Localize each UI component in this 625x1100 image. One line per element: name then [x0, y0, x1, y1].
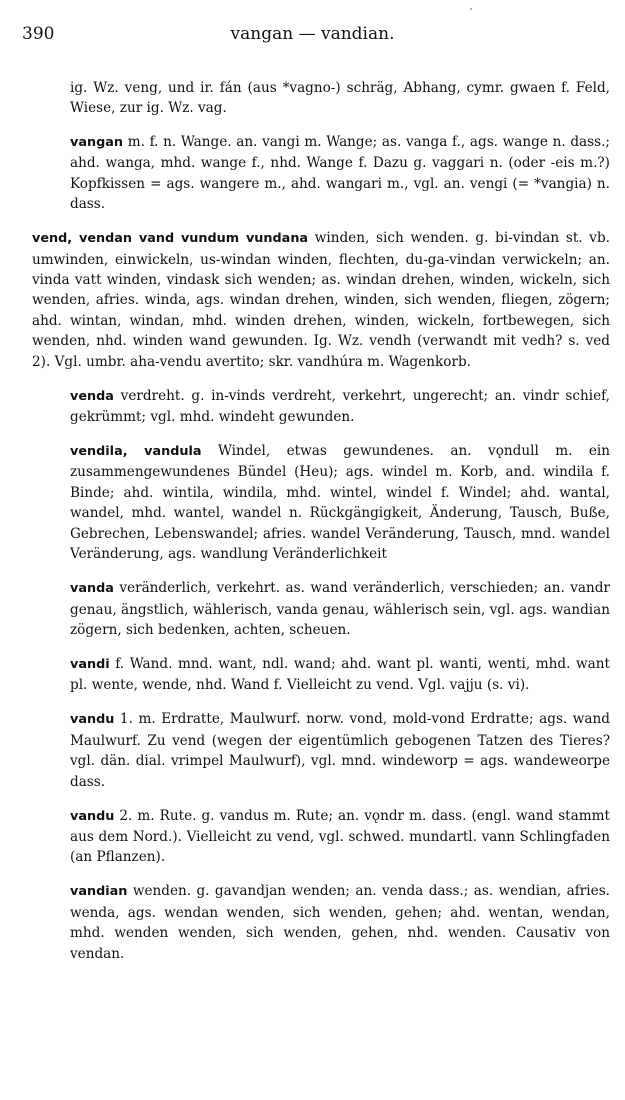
print-speck — [470, 8, 472, 10]
entry-headword: vandu — [70, 808, 115, 824]
entry-text: wenden. g. gavandjan wenden; an. venda dass.; as. wendian, afries. wenda, ags. wendan wenden, sich wenden, gehen; ahd. wentan, wendan, mhd. wenden wenden, sich wenden, gehen, nhd. wenden. Causativ von vendan. — [70, 883, 610, 962]
entry-text: 2. m. Rute. g. vandus m. Rute; an. vǫndr m. dass. (engl. wand stammt aus dem Nord.). Vielleicht zu vend, vgl. schwed. mundartl. vann Schlingfaden (an Pflanzen). — [70, 807, 610, 866]
entry-text: winden, sich wenden. g. bi-vindan st. vb. umwinden, einwickeln, us-windan winden, flechten, du-ga-vindan verwickeln; an. vinda vatt winden, vindask sich wenden; as. windan drehen, winden, wickeln, sich wenden, afries. winda, ags. windan drehen, winden, sich wenden, fliegen, zögern; ahd. wintan, windan, mhd. winden drehen, winden, wickeln, fortbewegen, sich wenden, nhd. winden wand gewunden. Ig. Wz. vendh (verwandt mit vedh? s. ved 2). Vgl. umbr. aha-vendu avertito; skr. vandhúra m. Wagenkorb. — [32, 230, 611, 370]
entry-headword: vendila, vandula — [70, 444, 202, 460]
entry-venda — [70, 386, 610, 428]
entry-headword: vandu — [70, 712, 115, 728]
entry-vandian — [70, 881, 610, 964]
entry-vandi — [70, 654, 610, 696]
page-number: 390 — [22, 24, 55, 44]
entry-text: Windel, etwas gewundenes. an. vǫndull m. ein zusammengewundenes Bündel (Heu); ags. windel m. Korb, and. windila f. Binde; ahd. wintila, windila, mhd. wintel, windel f. Windel; ahd. wantal, wandel, mhd. wantel, wandel n. Rückgängigkeit, Änderung, Tausch, Buße, Gebrechen, Lebenswandel; afries. wandel Veränderung, Tausch, mnd. wandel Veränderung, ags. wandlung Veränderlichkeit — [70, 443, 610, 563]
entry-headword: vandi — [70, 656, 110, 672]
entry-text: m. f. n. Wange. an. vangi m. Wange; as. vanga f., ags. wange n. dass.; ahd. wanga, mhd. wange f., nhd. Wange f. Dazu g. vaggari n. (oder -eis m.?) Kopfkissen = ags. wangere m., ahd. wangari m., vgl. an. vengi (= *vangia) n. dass. — [70, 134, 610, 213]
entry-headword: venda — [70, 388, 114, 404]
entry-continuation — [70, 78, 610, 119]
entry-vend — [32, 228, 610, 372]
entry-text: ig. Wz. veng, und ir. fán (aus *vagno-) schräg, Abhang, cymr. gwaen f. Feld, Wiese, zur ig. Wz. vag. — [70, 79, 610, 116]
entry-vandu-2 — [70, 806, 610, 868]
entry-text: veränderlich, verkehrt. as. wand veränderlich, verschieden; an. vandr genau, ängstlich, wählerisch, vanda genau, wählerisch sein, vgl. ags. wandian zögern, sich bedenken, achten, scheuen. — [70, 580, 610, 638]
running-title: vangan — vandian. — [230, 24, 395, 44]
entry-vandu-1 — [70, 709, 610, 792]
entry-vanda — [70, 578, 610, 640]
entry-headword: vanda — [70, 581, 114, 597]
entry-vendila — [70, 441, 610, 564]
entry-text: f. Wand. mnd. want, ndl. wand; ahd. want pl. wanti, wenti, mhd. want pl. wente, wende, nhd. Wand f. Vielleicht zu vend. Vgl. vajju (s. vi). — [70, 655, 610, 694]
entry-headword: vend, vendan vand vundum vundana — [32, 231, 309, 247]
page-header — [22, 24, 603, 48]
entry-headword: vandian — [70, 884, 128, 900]
entry-text: 1. m. Erdratte, Maulwurf. norw. vond, mold-vond Erdratte; ags. wand Maulwurf. Zu vend (wegen der eigentümlich gebogenen Tatzen des Tieres? vgl. dän. dial. vrimpel Maulwurf), vgl. mnd. windeworp = ags. wandeweorpe dass. — [70, 711, 610, 790]
entry-headword: vangan — [70, 135, 123, 150]
dictionary-text — [32, 64, 610, 971]
entry-text: verdreht. g. in-vinds verdreht, verkehrt, ungerecht; an. vindr schief, gekrümmt; vgl. mhd. windeht gewunden. — [70, 387, 611, 426]
entry-vangan — [70, 132, 610, 215]
